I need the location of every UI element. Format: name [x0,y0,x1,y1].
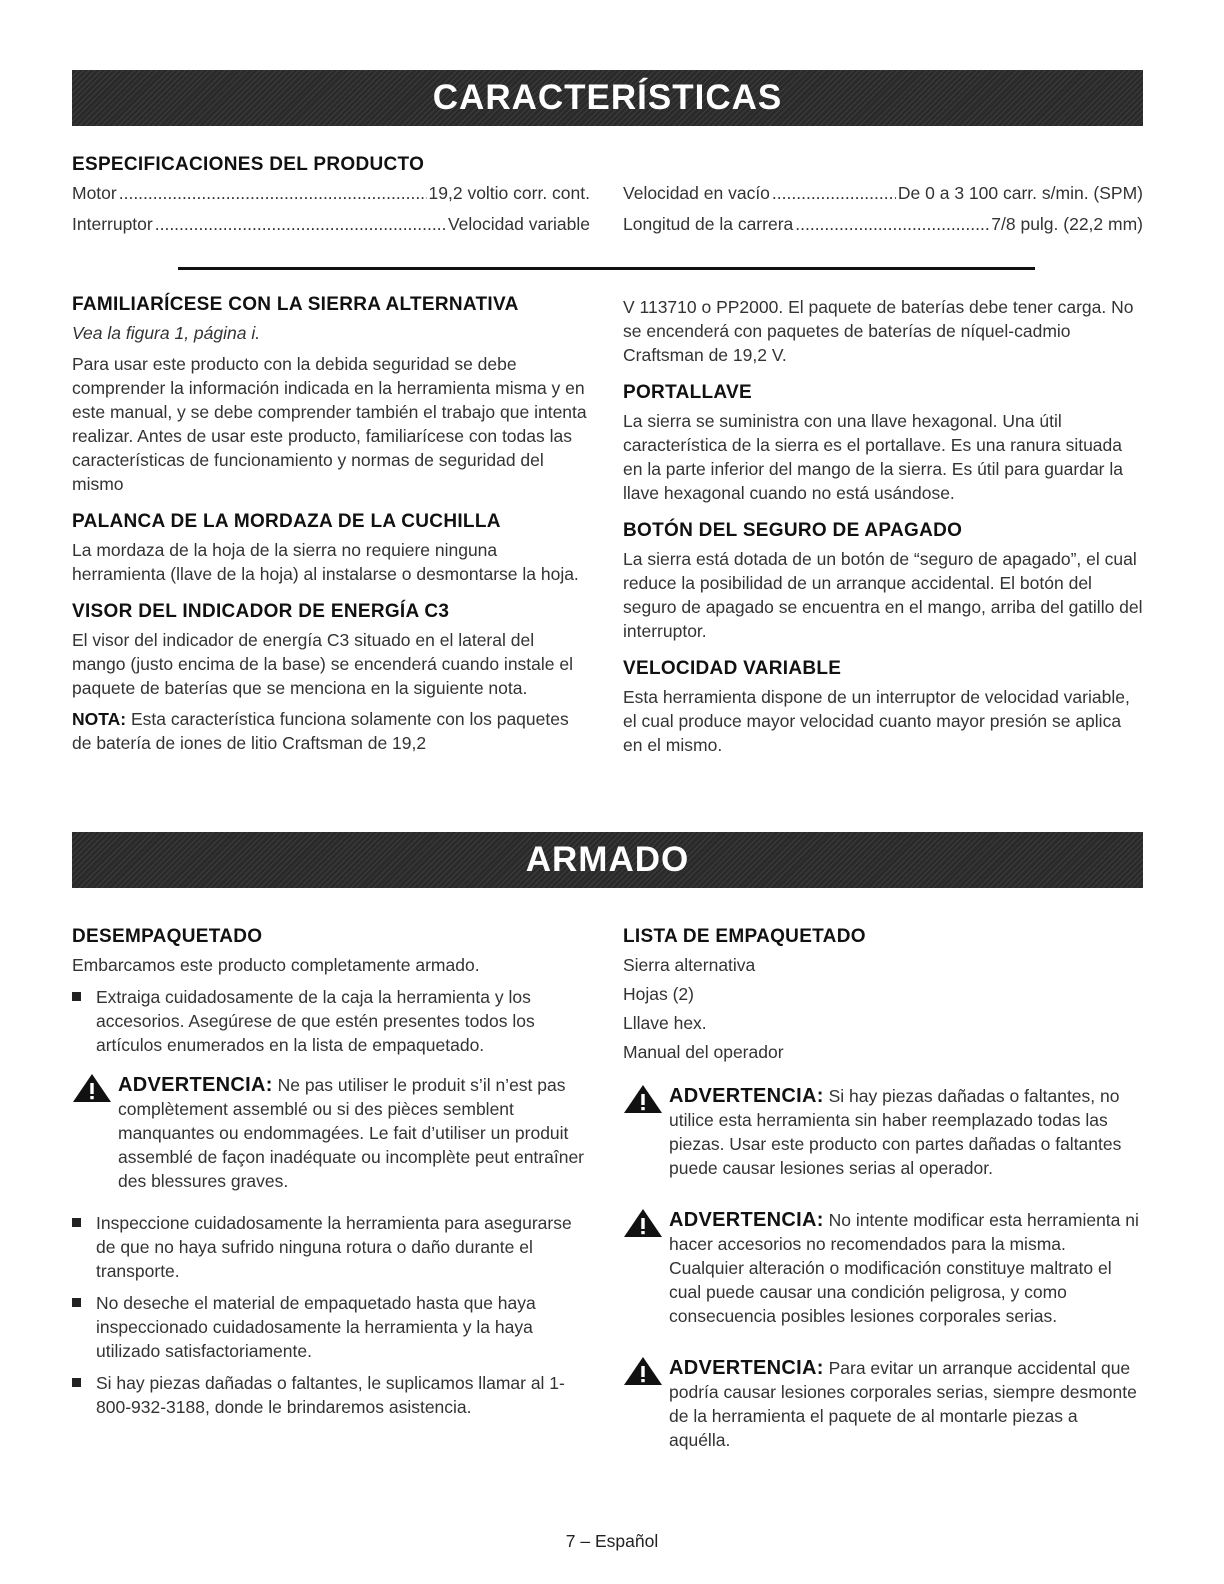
unpacking-steps-b [72,1211,590,1419]
page-number: 7 – Español [565,1531,659,1551]
list-item: Hojas (2) [623,984,694,1004]
list-item: Inspeccione cuidadosamente la herramienta para asegurarse de que no haya sufrido ninguna rotura o daño durante el transporte. [72,1211,590,1283]
specs-heading: ESPECIFICACIONES DEL PRODUCTO [72,154,425,175]
note-continued: V 113710 o PP2000. El paquete de baterías debe tener carga. No se encenderá con paquetes de baterías de níquel-cadmio Craftsman de 19,2 V. [623,297,1134,365]
square-bullet-icon [72,1298,81,1307]
dot-leader [119,181,427,205]
familiarize-heading: FAMILIARÍCESE CON LA SIERRA ALTERNATIVA [72,294,519,315]
list-item: No deseche el material de empaquetado hasta que haya inspeccionado cuidadosamente la herramienta y la haya utilizado satisfactoriamente. [72,1291,590,1363]
list-item: Sierra alternativa [623,955,756,975]
warning-block [72,1073,590,1193]
dot-leader [155,212,446,236]
warning-label: ADVERTENCIA: [118,1074,273,1096]
square-bullet-icon [72,992,81,1001]
spec-row [72,181,590,205]
dot-leader [772,181,896,205]
specs-section [72,153,590,243]
spec-value: Velocidad variable [447,214,590,234]
warning-triangle-icon [623,1084,663,1114]
spec-label: Interruptor [72,214,153,234]
spec-row [72,212,590,236]
square-bullet-icon [72,1218,81,1227]
warning-label: ADVERTENCIA: [669,1357,824,1379]
warning-triangle-icon [623,1356,663,1386]
dot-leader [795,212,989,236]
warning-triangle-icon [623,1208,663,1238]
list-item: Lllave hex. [623,1013,707,1033]
unpacking-section [72,925,590,1427]
variable-speed-heading: VELOCIDAD VARIABLE [623,658,842,679]
spec-row [623,212,1143,236]
note [72,707,590,755]
spec-label: Velocidad en vacío [623,183,770,203]
features-title: CARACTERÍSTICAS [432,78,783,117]
familiarize-body: Para usar este producto con la debida seguridad se debe comprender la información indicada en la herramienta misma y en este manual, y se debe comprender también el trabajo que intenta realizar. Antes de usar este producto, familiarícese con todas las características de funcionamiento y normas de seguridad del mismo [72,354,587,494]
warning-text: ADVERTENCIA: Si hay piezas dañadas o faltantes, no utilice esta herramienta sin haber reemplazado todas las piezas. Usar este producto con partes dañadas o faltantes puede causar lesiones serias al operador. [669,1085,1122,1178]
unpacking-steps-a [72,985,590,1057]
note-text: Esta característica funciona solamente con los paquetes de batería de iones de litio Craftsman de 19,2 [72,709,569,753]
warning-block [623,1084,1143,1180]
features-left-column [72,293,590,755]
lockoff-body: La sierra está dotada de un botón de “seguro de apagado”, el cual reduce la posibilidad de un arranque accidental. El botón del seguro de apagado se encuentra en el mango, arriba del gatillo del interruptor. [623,549,1143,641]
warning-label: ADVERTENCIA: [669,1209,824,1231]
warning-text: ADVERTENCIA: Para evitar un arranque accidental que podría causar lesiones corporales serias, siempre desmonte de la herramienta el paquete de al montarle piezas a aquélla. [669,1357,1137,1450]
spec-value: 19,2 voltio corr. cont. [428,183,590,203]
packing-list-section [623,925,1143,1452]
spec-value: De 0 a 3 100 carr. s/min. (SPM) [897,183,1143,203]
assembly-title: ARMADO [525,840,690,879]
square-bullet-icon [72,1378,81,1387]
warning-block [623,1208,1143,1328]
blade-clamp-body: La mordaza de la hoja de la sierra no requiere ninguna herramienta (llave de la hoja) al instalarse o desmontarse la hoja. [72,540,579,584]
features-banner [72,70,1143,126]
wrench-holder-body: La sierra se suministra con una llave hexagonal. Una útil característica de la sierra es el portallave. Es una ranura situada en la parte inferior del mango de la sierra. Es útil para guardar la llave hexagonal cuando no está usándose. [623,411,1123,503]
section-divider [178,267,1035,270]
variable-speed-body: Esta herramienta dispone de un interruptor de velocidad variable, el cual produce mayor velocidad cuanto mayor presión se aplica en el mismo. [623,687,1130,755]
spec-label: Motor [72,183,117,203]
list-item: Manual del operador [623,1042,784,1062]
indicator-heading: VISOR DEL INDICADOR DE ENERGÍA C3 [72,601,450,622]
unpacking-heading: DESEMPAQUETADO [72,926,263,947]
spec-value: 7/8 pulg. (22,2 mm) [991,214,1143,234]
assembly-banner [72,832,1143,888]
specs-right [623,181,1143,243]
wrench-holder-heading: PORTALLAVE [623,382,752,403]
list-item: Si hay piezas dañadas o faltantes, le suplicamos llamar al 1-800-932-3188, donde le brindaremos asistencia. [72,1371,590,1419]
warning-text: ADVERTENCIA: Ne pas utiliser le produit s’il n’est pas complètement assemblé ou si des pièces semblent manquantes ou endommagées. Le fait d’utiliser un produit assemblé de façon inadéquate ou incomplète peut entraîner des blessures graves. [118,1074,585,1191]
note-label: NOTA: [72,709,127,729]
unpacking-intro: Embarcamos este producto completamente armado. [72,955,480,975]
spec-label: Longitud de la carrera [623,214,794,234]
warning-block [623,1356,1143,1452]
lockoff-heading: BOTÓN DEL SEGURO DE APAGADO [623,520,963,541]
figure-reference: Vea la figura 1, página i. [72,323,261,343]
spec-row [623,181,1143,205]
warning-label: ADVERTENCIA: [669,1085,824,1107]
list-item: Extraiga cuidadosamente de la caja la herramienta y los accesorios. Asegúrese de que estén presentes todos los artículos enumerados en la lista de empaquetado. [72,985,590,1057]
packing-list [623,953,1143,1064]
warning-text: ADVERTENCIA: No intente modificar esta herramienta ni hacer accesorios no recomendados para la misma. Cualquier alteración o modificación constituye maltrato el cual puede causar una condición peligrosa, y como consecuencia posibles lesiones corporales serias. [669,1209,1139,1326]
packing-list-heading: LISTA DE EMPAQUETADO [623,926,866,947]
indicator-body: El visor del indicador de energía C3 situado en el lateral del mango (justo encima de la base) se encenderá cuando instale el paquete de baterías que se menciona en la siguiente nota. [72,630,574,698]
warning-triangle-icon [72,1073,112,1103]
blade-clamp-heading: PALANCA DE LA MORDAZA DE LA CUCHILLA [72,511,501,532]
features-right-column [623,295,1143,757]
